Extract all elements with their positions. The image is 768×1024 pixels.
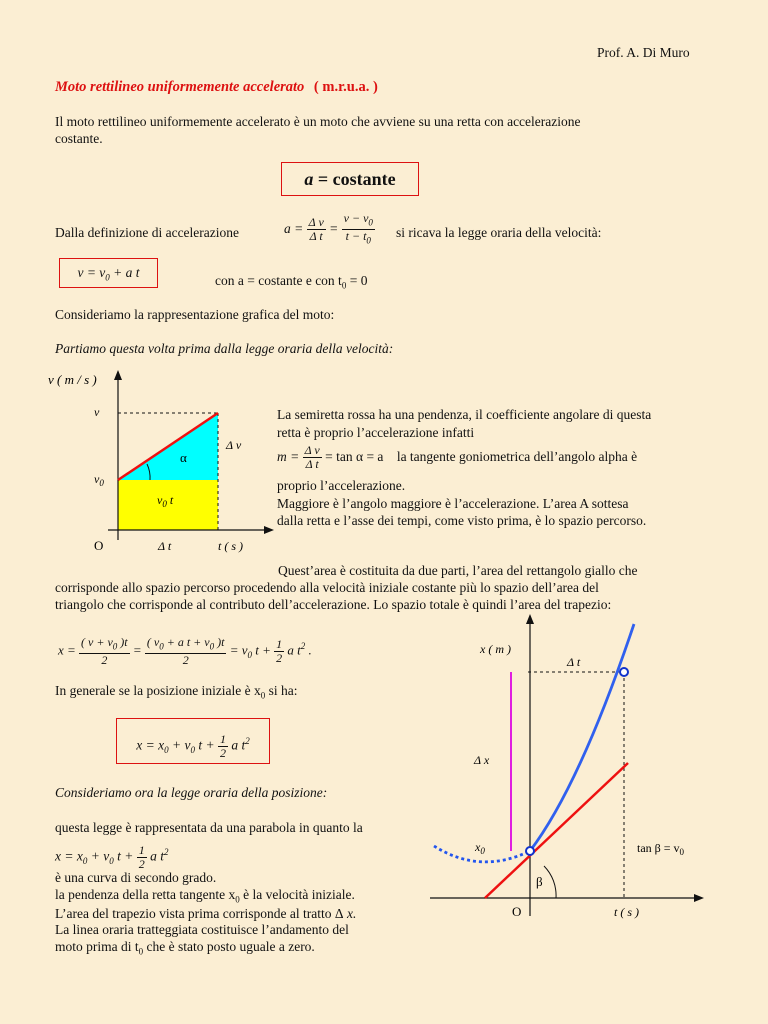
definition-after: si ricava la legge oraria della velocità: [396, 225, 602, 240]
parabola-line-7: moto prima di $t_0$ che è stato posto uguale a zero. [55, 939, 315, 957]
tangent-line [485, 763, 628, 898]
t-axis-arrow [264, 526, 274, 534]
area-line-3: triangolo che corrisponde al contributo dell’accelerazione. Lo spazio totale è quindi l’area del trapezio: [55, 597, 612, 612]
graph-intro: Consideriamo la rappresentazione grafica del moto: [55, 307, 335, 322]
general-text: In generale se la posizione iniziale è $x_0$ si ha: [55, 683, 298, 701]
v-axis-label: v ( m / s ) [48, 372, 97, 387]
position-graph [420, 610, 760, 930]
definition-text: Dalla definizione di accelerazione [55, 225, 240, 240]
parabola-line-3: è una curva di secondo grado. [55, 870, 217, 885]
v0-tick-label: $v_0$ [94, 472, 104, 488]
x-axis-arrow [526, 614, 534, 624]
t-axis-label: t ( s ) [614, 905, 639, 919]
slope-line-5: Maggiore è l’angolo maggiore è l’accelerazione. L’area A sottesa [277, 496, 629, 511]
slope-line-2: retta è proprio l’accelerazione infatti [277, 425, 475, 440]
tan-beta-label: $\tan \beta = v_0$ [637, 841, 685, 857]
slope-line-4: proprio l’accelerazione. [277, 478, 406, 493]
position-law-box: $x = x_0 + v_0$ t + $\frac{1}{2}$ a $t^2$ [116, 718, 270, 764]
velocity-graph [0, 360, 290, 560]
author: Prof. A. Di Muro [597, 45, 690, 60]
dt-label: Δ t [567, 655, 581, 669]
t-axis-label: t ( s ) [218, 539, 243, 553]
dx-label: Δ x [474, 753, 490, 767]
velocity-law-box: $v = v_0 + a$ t [59, 258, 158, 288]
intro-line-1: Il moto rettilineo uniformemente accelerato è un moto che avviene su una retta con accelerazione [55, 114, 581, 129]
v0t-label: $v_0$ t [157, 493, 174, 509]
parabola-line-6: La linea oraria tratteggiata costituisce l’andamento del [55, 922, 349, 937]
v-tick-label: v [94, 405, 100, 419]
end-point [620, 668, 628, 676]
area-line-2: corrisponde allo spazio percorso procedendo alla velocità iniziale costante più lo spazio dell’area del [55, 580, 599, 595]
trapezoid-formula: x = $\frac{( v + v_0 )t}{2}$ = $\frac{( v_0 + a t + v_0 )t}{2}$ = $v_0$ t + $\frac{1}{2}$ a $t^2$ . [58, 634, 312, 668]
parabola-line-1: questa legge è rappresentata da una parabola in quanto la [55, 820, 363, 835]
dv-label: Δ v [226, 438, 242, 452]
page-title: Moto rettilineo uniformemente accelerato ( m.r.u.a. ) [55, 79, 378, 95]
beta-label: β [536, 874, 543, 889]
x0-point [526, 847, 534, 855]
origin-label: O [94, 538, 104, 553]
beta-arc [544, 866, 556, 898]
velocity-intro: Partiamo questa volta prima dalla legge oraria della velocità: [55, 341, 394, 356]
velocity-conditions: con a = costante e con $t_0 = 0$ [215, 273, 368, 291]
parabola-line-4: la pendenza della retta tangente $x_0$ è la velocità iniziale. [55, 887, 355, 905]
origin-label: O [512, 904, 522, 919]
x0-label: $x_0$ [475, 840, 485, 856]
acceleration-box: a = costante [281, 162, 419, 196]
x-axis-label: x ( m ) [480, 642, 511, 656]
dt-label: Δ t [158, 539, 172, 553]
position-curve [530, 624, 634, 851]
parabola-formula: $x = x_0 + v_0$ t + $\frac{1}{2}$ a $t^2$ [55, 842, 169, 871]
v-axis-arrow [114, 370, 122, 380]
area-line-1: Quest’area è costituita da due parti, l’area del rettangolo giallo che [278, 563, 638, 578]
t-axis-arrow [694, 894, 704, 902]
intro-line-2: costante. [55, 131, 103, 146]
slope-line-1: La semiretta rossa ha una pendenza, il coefficiente angolare di questa [277, 407, 652, 422]
parabola-line-5: L’area del trapezio vista prima corrisponde al tratto Δ x. [55, 906, 357, 921]
alpha-label: α [180, 450, 187, 465]
position-intro: Consideriamo ora la legge oraria della posizione: [55, 785, 328, 800]
acceleration-formula: a = $\frac{\text{Δ v}}{\text{Δ t}}$ = $\frac{v - v_0}{t - t_0}$ [284, 211, 373, 246]
slope-line-6: dalla retta e l’asse dei tempi, come visto prima, è lo spazio percorso. [277, 513, 647, 528]
slope-formula: m = $\frac{\text{Δ v}}{\text{Δ t}}$ = tan α = a la tangente goniometrica dell’angolo alpha è [277, 443, 638, 472]
